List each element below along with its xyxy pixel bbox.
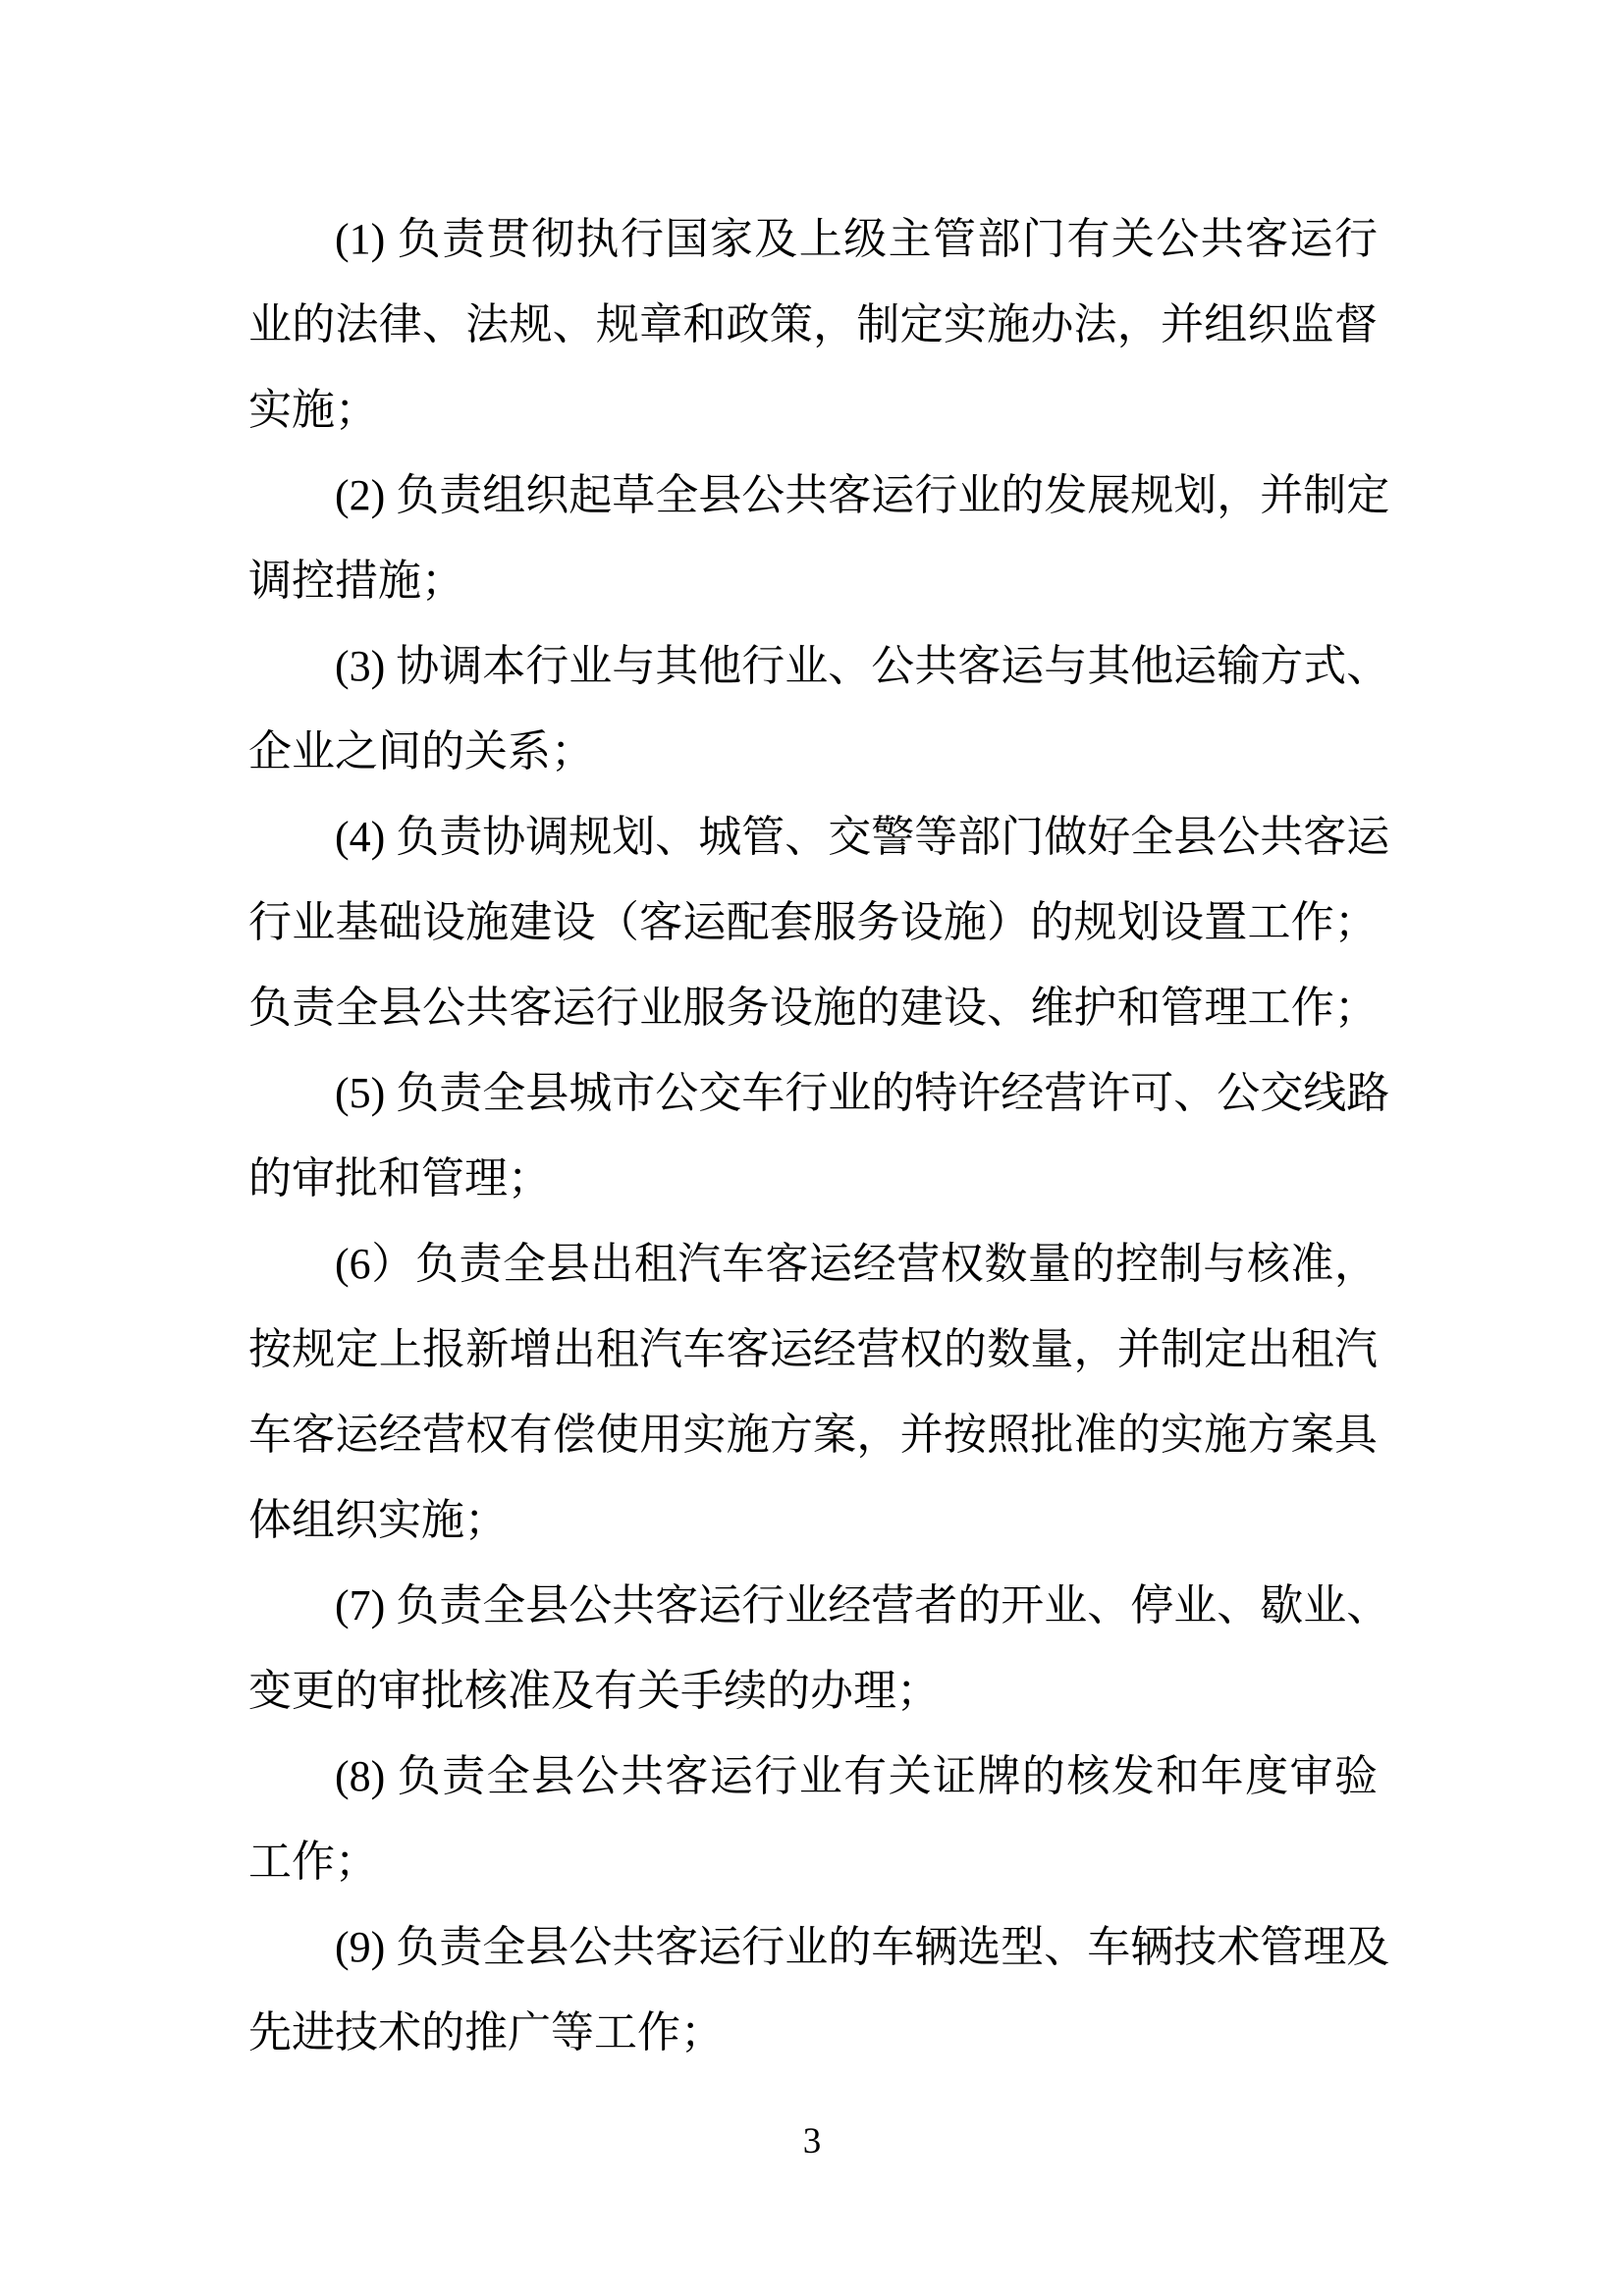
text-line: 调控措施； (248, 557, 464, 605)
paragraph-item-7 (248, 1563, 1390, 1734)
text-line: 企业之间的关系； (248, 727, 594, 775)
page-number: 3 (802, 2121, 822, 2162)
text-line: 业的法律、法规、规章和政策，制定实施办法，并组织监督 (248, 300, 1378, 348)
paragraph-item-3 (248, 623, 1390, 794)
text-line: 按规定上报新增出租汽车客运经营权的数量，并制定出租汽 (248, 1325, 1378, 1373)
document-body (248, 196, 1390, 2075)
text-line: 工作； (248, 1838, 378, 1886)
text-line: 先进技术的推广等工作； (248, 2008, 724, 2056)
paragraph-item-1 (248, 196, 1378, 453)
paragraph-item-2 (248, 453, 1390, 623)
text-line: 负责全县公共客运行业服务设施的建设、维护和管理工作； (248, 984, 1378, 1032)
text-line: (1) 负责贯彻执行国家及上级主管部门有关公共客运行 (335, 215, 1378, 263)
paragraph-item-9 (248, 1904, 1390, 2075)
text-line: (8) 负责全县公共客运行业有关证牌的核发和年度审验 (335, 1752, 1378, 1800)
text-line: 体组织实施； (248, 1496, 508, 1544)
text-line: (3) 协调本行业与其他行业、公共客运与其他运输方式、 (335, 642, 1390, 690)
text-line: 车客运经营权有偿使用实施方案，并按照批准的实施方案具 (248, 1411, 1378, 1459)
paragraph-item-4 (248, 794, 1390, 1050)
text-line: 行业基础设施建设（客运配套服务设施）的规划设置工作； (248, 898, 1378, 946)
text-line: 的审批和管理； (248, 1154, 551, 1202)
text-line: (6）负责全县出租汽车客运经营权数量的控制与核准， (335, 1240, 1378, 1288)
text-line: (2) 负责组织起草全县公共客运行业的发展规划，并制定 (335, 471, 1390, 519)
paragraph-item-5 (248, 1050, 1390, 1221)
text-line: (5) 负责全县城市公交车行业的特许经营许可、公交线路 (335, 1069, 1390, 1117)
paragraph-item-6 (248, 1221, 1378, 1563)
text-line: (7) 负责全县公共客运行业经营者的开业、停业、歇业、 (335, 1581, 1390, 1629)
text-line: (9) 负责全县公共客运行业的车辆选型、车辆技术管理及 (335, 1923, 1390, 1971)
text-line: 变更的审批核准及有关手续的办理； (248, 1667, 940, 1715)
paragraph-item-8 (248, 1734, 1378, 1904)
text-line: 实施； (248, 386, 378, 434)
text-line: (4) 负责协调规划、城管、交警等部门做好全县公共客运 (335, 813, 1390, 861)
